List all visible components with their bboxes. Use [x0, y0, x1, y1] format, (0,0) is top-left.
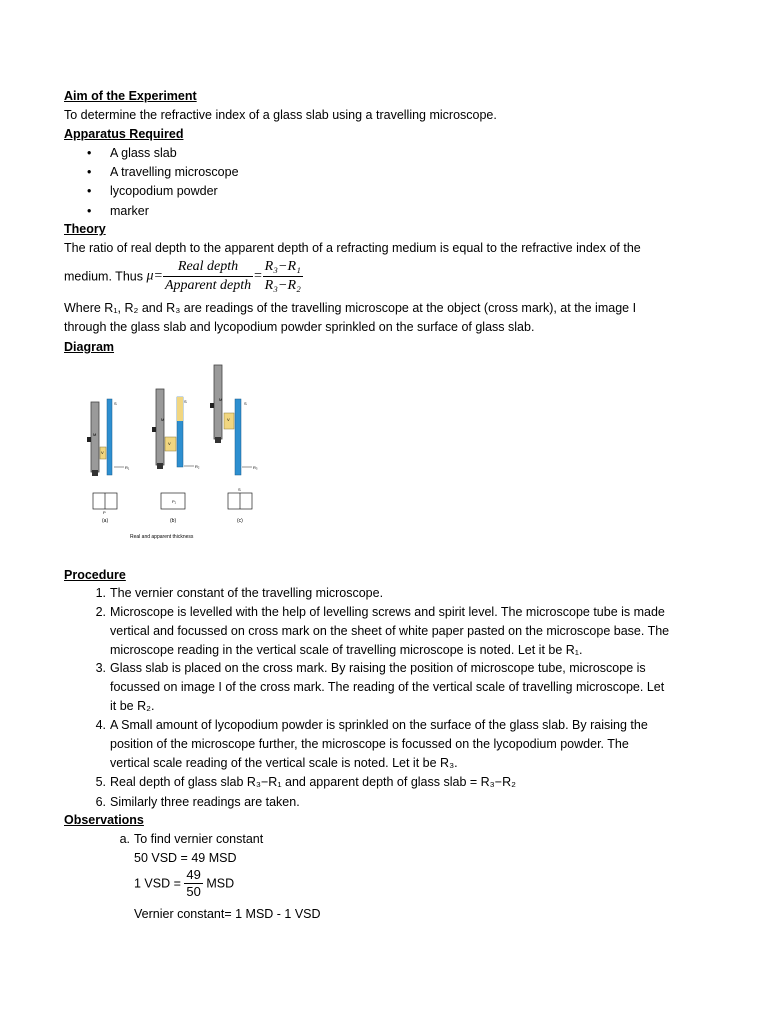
- procedure-step: 5. Real depth of glass slab R₃−R₁ and apparent depth of glass slab = R₃−R₂: [95, 775, 516, 789]
- observations-heading: Observations: [64, 813, 144, 827]
- diagram-caption: Real and apparent thickness: [130, 534, 194, 540]
- procedure-step-line: focussed on image I of the cross mark. The reading of the vertical scale of travelling microscope. Let: [110, 680, 665, 694]
- label-r1: R₁: [125, 465, 130, 470]
- procedure-step-line: position of the microscope further, the microscope is focussed on the lycopodium powder. The: [110, 737, 629, 751]
- procedure-step-line: microscope reading in the vertical scale of travelling microscope is noted. Let it be R₁.: [110, 643, 583, 657]
- label-s-slab: S: [238, 487, 241, 492]
- label-m: M: [93, 432, 97, 437]
- procedure-step: 2. Microscope is levelled with the help of levelling screws and spirit level. The microscope tube is made: [95, 605, 665, 619]
- label-a: (a): [102, 518, 109, 524]
- diagram-b: [152, 389, 200, 524]
- theory-where-1: Where R₁, R₂ and R₃ are readings of the travelling microscope at the object (cross mark), at the image I: [64, 301, 637, 315]
- theory-line-1: The ratio of real depth to the apparent depth of a refracting medium is equal to the refractive index of the: [64, 241, 641, 255]
- procedure-step: 4. A Small amount of lycopodium powder is sprinkled on the surface of the glass slab. By raising the: [95, 718, 648, 732]
- label-p1: P₁: [172, 499, 177, 504]
- observation-eq2: 1 VSD = $\frac{49}{50}$ MSD: [134, 867, 235, 899]
- observation-eq1: 50 VSD = 49 MSD: [134, 851, 237, 865]
- observation-item: a. To find vernier constant: [119, 832, 264, 846]
- theory-formula: medium. Thus μ= $\frac{\text{Real depth}}{\text{Apparent depth}}$ = $\frac{\text{R₃−R₁}}{\text{R₃−R₂}}$: [64, 259, 301, 293]
- label-c: (c): [237, 518, 243, 524]
- list-item: • marker: [87, 204, 149, 218]
- diagram-c: [210, 365, 258, 524]
- list-item: • A travelling microscope: [87, 165, 239, 179]
- label-b: (b): [170, 518, 177, 524]
- fraction-depth: $\frac{\text{Real depth}}{\text{Apparent depth}}$: [164, 259, 252, 293]
- fraction-readings: $\frac{\text{R₃−R₁}}{\text{R₃−R₂}}$: [264, 259, 301, 293]
- label-m: M: [161, 417, 165, 422]
- travelling-microscope-diagram: [64, 357, 268, 545]
- theory-heading: Theory: [64, 222, 106, 236]
- aim-text: To determine the refractive index of a glass slab using a travelling microscope.: [64, 108, 497, 122]
- label-s: S: [114, 401, 117, 406]
- theory-where-2: through the glass slab and lycopodium powder sprinkled on the surface of glass slab.: [64, 320, 535, 334]
- label-v: V: [227, 417, 230, 422]
- label-p: P: [103, 510, 106, 515]
- list-item: • A glass slab: [87, 146, 177, 160]
- procedure-step-line: it be R₂.: [110, 699, 155, 713]
- label-v: V: [168, 441, 171, 446]
- procedure-step: 6. Similarly three readings are taken.: [95, 795, 300, 809]
- label-r3: R₃: [253, 465, 258, 470]
- diagram-heading: Diagram: [64, 340, 115, 354]
- procedure-step: 3. Glass slab is placed on the cross mark. By raising the position of microscope tube, microscope is: [95, 661, 646, 675]
- aim-heading: Aim of the Experiment: [64, 89, 197, 103]
- label-m: M: [219, 397, 223, 402]
- procedure-step: 1. The vernier constant of the travelling microscope.: [95, 586, 384, 600]
- procedure-step-line: vertical and focussed on cross mark on the sheet of white paper pasted on the microscope base. The: [110, 624, 670, 638]
- label-s: S: [244, 401, 247, 406]
- procedure-heading: Procedure: [64, 568, 126, 582]
- label-v: V: [101, 450, 104, 455]
- label-r2: R₂: [195, 464, 200, 469]
- observation-eq3: Vernier constant= 1 MSD - 1 VSD: [134, 907, 321, 921]
- label-s: S: [184, 399, 187, 404]
- procedure-step-line: vertical scale reading of the vertical scale is noted. Let it be R₃.: [110, 756, 458, 770]
- list-item: • lycopodium powder: [87, 184, 218, 198]
- apparatus-heading: Apparatus Required: [64, 127, 184, 141]
- diagram-a: [87, 399, 130, 524]
